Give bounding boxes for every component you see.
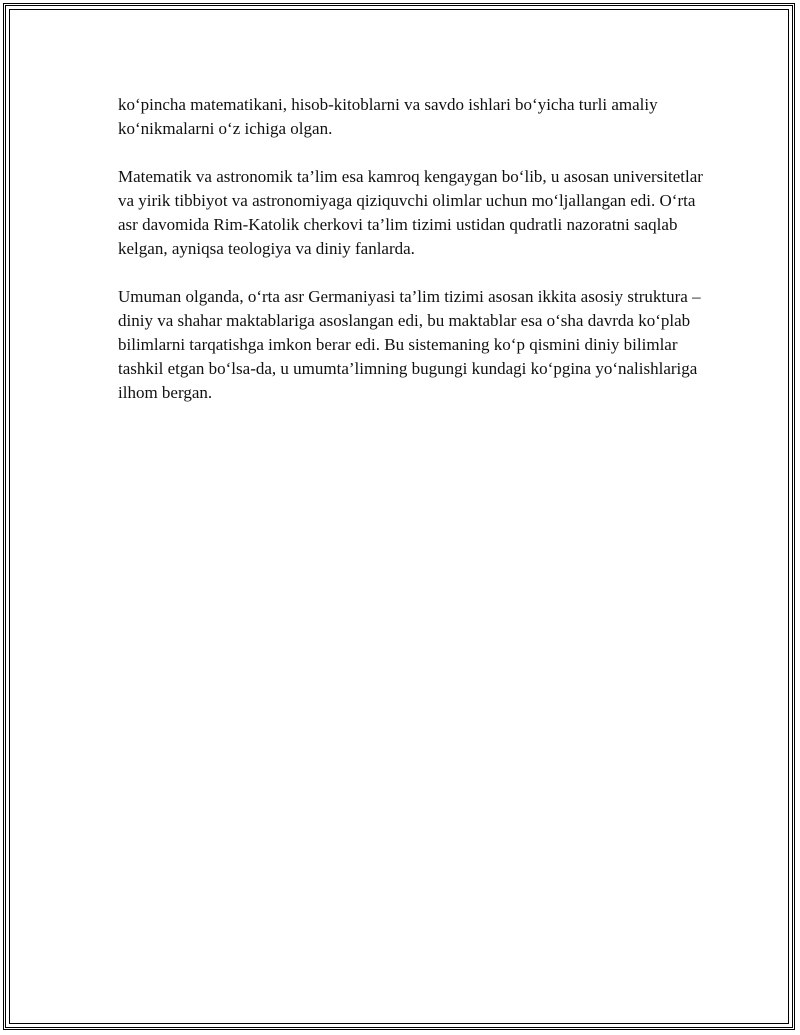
paragraph-3: Umuman olganda, o‘rta asr Germaniyasi ta’lim tizimi asosan ikkita asosiy struktura – diniy va shahar maktablariga asoslangan edi, bu maktablar esa o‘sha davrda ko‘plab bilimlarni tarqatishga imkon berar edi. Bu sistemaning ko‘p qismini diniy bilimlar tashkil etgan bo‘lsa-da, u umumta’limning bugungi kundagi ko‘pgina yo‘nalishlariga ilhom bergan. [118, 287, 701, 402]
paragraph-1: ko‘pincha matematikani, hisob-kitoblarni va savdo ishlari bo‘yicha turli amaliy ko‘nikmalarni o‘z ichiga olgan. [118, 95, 658, 138]
document-body [118, 93, 703, 429]
paragraph-2: Matematik va astronomik ta’lim esa kamroq kengaygan bo‘lib, u asosan universitetlar va yirik tibbiyot va astronomiyaga qiziquvchi olimlar uchun mo‘ljallangan edi. O‘rta asr davomida Rim-Katolik cherkovi ta’lim tizimi ustidan qudratli nazoratni saqlab kelgan, ayniqsa teologiya va diniy fanlarda. [118, 167, 703, 258]
